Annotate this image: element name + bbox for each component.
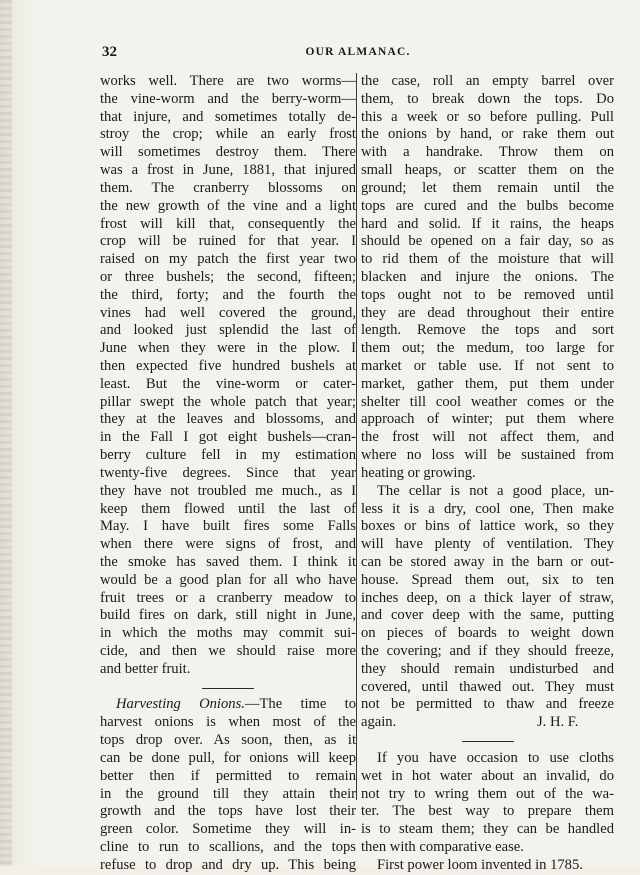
- text-line: less it is a dry, cool one, Then make: [361, 500, 614, 517]
- text-line: stroy the crop; while an early frost: [100, 126, 356, 143]
- text-line: and looked just splendid the last of: [100, 322, 356, 339]
- text-line: fruit trees or a cranberry meadow to: [100, 589, 356, 606]
- text-line: this a week or so before pulling. Pull: [361, 108, 614, 125]
- text-line: them out; the medum, too large for: [361, 340, 614, 357]
- text-line: cide, and then we should raise more: [100, 643, 356, 659]
- text-line: tops ought not to be removed until: [361, 286, 614, 303]
- text-line: that injure, and sometimes totally de-: [100, 108, 356, 125]
- text-line: is to steam them; they can be handled: [361, 821, 614, 838]
- text-line: berry culture fell in my estimation: [100, 447, 356, 464]
- text-line: or three bushels; the second, fifteen;: [100, 268, 356, 285]
- text-line: the covering; and if they should freeze,: [361, 643, 614, 659]
- binding-edge: [0, 0, 12, 866]
- section-separator: [100, 679, 356, 697]
- text-line: market or table use. If not sent to: [361, 358, 614, 374]
- text-line: in the Fall I got eight bushels—cran-: [100, 429, 356, 446]
- text-line: in the ground till they attain their: [100, 785, 356, 802]
- text-line: with a handrake. Throw them on: [361, 144, 614, 161]
- text-line: the onions by hand, or rake them out: [361, 126, 614, 143]
- page-number: 32: [102, 44, 117, 60]
- text-line: them, to break down the tops. Do: [361, 90, 614, 107]
- cranberry-text: [100, 73, 356, 679]
- text-line: length. Remove the tops and sort: [361, 322, 614, 339]
- text-line: house. Spread them out, six to ten: [361, 571, 614, 588]
- text-line: then expected five hundred bushels at: [100, 358, 356, 374]
- text-line: boxes or bins of lattice work, so they: [361, 518, 614, 535]
- onions-heading-rest: —The time to: [244, 696, 356, 713]
- text-line: build fires on dark, still night in June,: [100, 607, 356, 624]
- text-line: pillar swept the whole patch that year;: [100, 393, 356, 410]
- text-line: when there were signs of frost, and: [100, 536, 356, 553]
- text-line: the frost will not affect them, and: [361, 429, 614, 446]
- text-line: they are dead throughout their entire: [361, 304, 614, 321]
- text-line: The cellar is not a good place, un-: [377, 482, 614, 499]
- text-line: them. The cranberry blossoms on: [100, 179, 356, 196]
- left-column: [100, 73, 356, 875]
- text-line: harvest onions is when most of the: [100, 714, 356, 731]
- text-line: where no loss will be sustained from: [361, 447, 614, 464]
- text-line: ter. The best way to prepare them: [361, 803, 614, 820]
- text-line: If you have occasion to use cloths: [377, 749, 614, 766]
- onions-heading: Harvesting Onions.: [116, 696, 245, 713]
- footer-fact: First power loom invented in 1785.: [377, 856, 583, 873]
- text-line: should be opened on a fair day, so as: [361, 233, 614, 250]
- text-line: in which the moths may commit sui-: [100, 625, 356, 642]
- text-line: June when they were in the plow. I: [100, 340, 356, 357]
- column-divider: [356, 73, 357, 800]
- text-line: the third, forty; and the fourth the: [100, 286, 356, 303]
- text-line: wet in hot water about an invalid, do: [361, 767, 614, 784]
- text-line: least. But the vine-worm or cater-: [100, 375, 356, 392]
- cellar-last-line: again.: [361, 714, 397, 731]
- text-line: frost will kill that, consequently the: [100, 215, 356, 232]
- text-line: the new growth of the vine and a light: [100, 197, 356, 214]
- page-header: [102, 44, 614, 64]
- text-line: they have not troubled me much., as I: [100, 482, 356, 499]
- onions-text: [100, 714, 356, 874]
- text-line: crop will be ruined for that year. I: [100, 233, 356, 250]
- text-line: shelter till cool weather comes or the: [361, 393, 614, 410]
- text-line: twenty-five degrees. Since that year: [100, 464, 356, 481]
- text-line: May. I have built fires some Falls: [100, 518, 356, 535]
- text-line: better then if permitted to remain: [100, 767, 356, 784]
- text-line: heating or growing.: [361, 464, 476, 481]
- text-line: then with comparative ease.: [361, 838, 524, 855]
- text-line: keep them flowed until the last of: [100, 500, 356, 517]
- running-title: OUR ALMANAC.: [305, 46, 411, 58]
- text-line: covered, until thawed out. They must: [361, 678, 614, 695]
- right-column: [361, 73, 614, 875]
- section-separator-right: [361, 732, 614, 750]
- signature: J. H. F.: [537, 714, 579, 731]
- text-line: tops drop over. As soon, then, as it: [100, 732, 356, 749]
- text-line: tops are cured and the bulbs become: [361, 197, 614, 214]
- text-line: on pieces of boards to weight down: [361, 625, 614, 642]
- text-line: cline to run to scallions, and the tops: [100, 838, 356, 855]
- text-line: the smoke has saved them. I think it: [100, 553, 356, 570]
- text-line: blacken and injure the onions. The: [361, 268, 614, 285]
- text-line: and cover deep with the same, putting: [361, 607, 614, 624]
- onions-heading-line: [100, 696, 356, 714]
- text-line: approach of winter; put them where: [361, 411, 614, 428]
- text-line: not try to wring them out of the wa-: [361, 785, 614, 802]
- text-line: will sometimes destroy them. There: [100, 144, 356, 161]
- text-line: works well. There are two worms—: [100, 73, 356, 89]
- cellar-text: [361, 483, 614, 715]
- text-line: small heaps, or scatter them on the: [361, 162, 614, 179]
- cloths-text: [361, 750, 614, 857]
- text-line: growth and the tops have lost their: [100, 803, 356, 820]
- text-line: vines had well covered the ground,: [100, 304, 356, 321]
- text-line: green color. Sometime they will in-: [100, 821, 356, 838]
- signature-line: [361, 714, 614, 732]
- onions-continued-text: [361, 73, 614, 483]
- text-line: the case, roll an empty barrel over: [361, 73, 614, 89]
- text-line: will have plenty of ventilation. They: [361, 536, 614, 553]
- text-line: hard and solid. If it rains, the heaps: [361, 215, 614, 232]
- text-line: was a frost in June, 1881, that injured: [100, 162, 356, 179]
- text-line: the vine-worm and the berry-worm—: [100, 90, 356, 107]
- text-line: they at the leaves and blossoms, and: [100, 411, 356, 428]
- text-line: ground; let them remain until the: [361, 179, 614, 196]
- text-line: refuse to drop and dry up. This being: [100, 856, 356, 873]
- text-line: can be stored away in the barn or out-: [361, 553, 614, 570]
- text-line: market, gather them, put them under: [361, 375, 614, 392]
- text-line: and better fruit.: [100, 660, 191, 677]
- text-line: they should remain undisturbed and: [361, 660, 614, 677]
- text-line: not be permitted to thaw and freeze: [361, 696, 614, 713]
- text-line: raised on my patch the first year two: [100, 251, 356, 268]
- text-line: inches deep, on a thick layer of straw,: [361, 589, 614, 606]
- text-line: would be a good plan for all who have: [100, 571, 356, 588]
- text-line: can be done pull, for onions will keep: [100, 749, 356, 766]
- text-line: to rid them of the moisture that will: [361, 251, 614, 268]
